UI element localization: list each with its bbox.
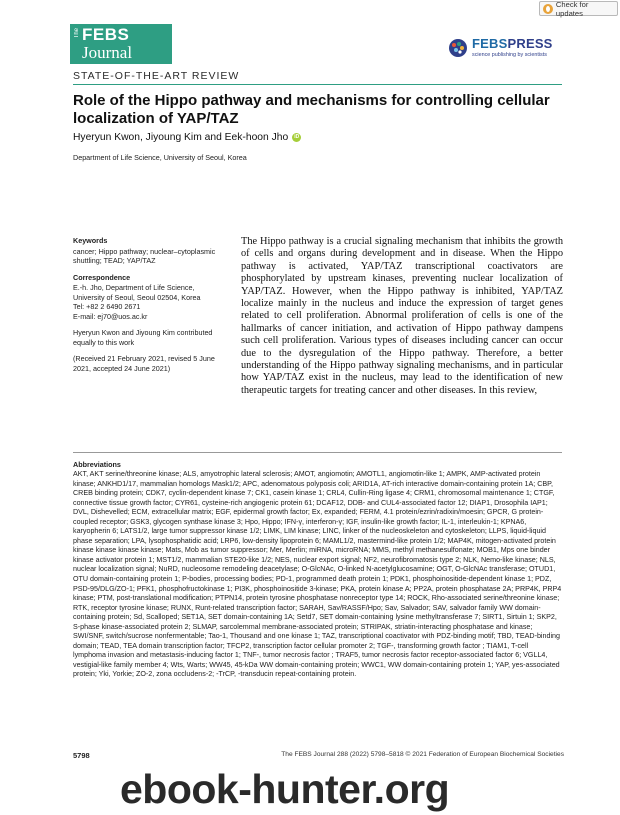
footer-citation: The FEBS Journal 288 (2022) 5798–5818 © 2021 Federation of European Biochemical Societies [281,751,564,758]
header-divider [73,84,562,85]
affiliation: Department of Life Science, University of Seoul, Korea [73,153,247,162]
abbreviations-text: AKT, AKT serine/threonine kinase; ALS, amyotrophic lateral sclerosis; AMOT, angiomotin; AMOTL1, angiomotin-like 1; AMPK, AMP-activated protein kinase; ANKHD1/17, mammalian homologs Mask1/2; APC, adenomatous polyposis coli; ARID1A, AT-rich interactive domain-containing protein 1A; CBP, CREB binding protein; CDK7, cyclin-dependent kinase 7; CK1, casein kinase 1; CRL4, Cullin-Ring ligase 4; CRM1, chromosomal maintenance 1; CTGF, connective tissue growth factor; CYR61, cysteine-rich angiogenic protein 61; DCAF12, DDB- and CUL4-associated factor 12; DIAP1, Drosophila IAP1; DVL, Dishevelled; ECM, extracellular matrix; EGF, epidermal growth factor; Ex, expanded; FERM, 4.1 protein/ezrin/radixin/moesin; GPCR, G protein-coupled receptor; GSK3, glycogen synthase kinase 3; Hpo, Hippo; IFN-γ, interferon-γ; IGF, insulin-like growth factor; IL-1, interleukin-1; KPNA6, karyopherin 6; LATS1/2, large tumor suppressor kinase 1/2; LIMK, LIM kinase; LINC, linker of the nucleoskeleton and cytoskeleton; LLPS, liquid-liquid phase separation; LPA, lysophosphatidic acid; LRP6, low-density lipoprotein 6; MAML1/2, mastermind-like protein 1/2; MAP4K, mitogen-activated protein kinase kinase kinase kinase; Mats, Mob as tumor suppressor; Mer, Merlin; miRNA, microRNA; MMS, methyl methanesulfonate; MOB1, Mps one binder kinase activator protein 1; MST1/2, mammalian STE20-like 1/2; NES, nuclear export signal; NF2, neurofibromatosis type 2; NLK, Nemo-like kinase; NLS, nuclear localization signal; NuRD, nucleosome remodeling deacetylase; O-GlcNAc, O-linked N-acetylglucosamine; OGT, O-GlcNAc transferase; OTUD1, OTU domain-containing protein 1; P-bodies, processing bodies; PD-1, programmed death protein 1; PDK1, phosphoinositide-dependent kinase 1; PDZ, PSD-95/DLG/ZO-1; PFK1, phosphofructokinase 1; PI3K, phosphoinositide 3-kinase; PKA, protein kinase A; PP2A, protein phosphatase 2A; PRP4K, PRP4 kinase; PTM, post-translational modification; PTPN14, protein tyrosine phosphatase nonreceptor type 14; ROCK, Rho-associated serine/threonine kinase; RTK, receptor tyrosine kinase; RUNX, Runt-related transcription factor; SARAH, Sav/RASSF/Hpo; Sav, Salvador; SAV, salvador family WW domain-containing protein; Sd, Scalloped; SET1A, SET domain-containing 1A; Setd7, SET domain-containing lysine methyltransferase 7; SIRT1, Sirtuin 1; SKP2, S-phase kinase-associated protein 2; SLMAP, sarcolemmal membrane-associated protein; STRIPAK, striatin-interacting phosphatase and kinase; SWI/SNF, switch/sucrose nonfermentable; Tao-1, Thousand and one kinase 1; TAZ, transcriptional coactivator with PDZ-binding motif; TBD, TEAD-binding domain; TEAD, TEA domain transcription factor; TFCP2, transcription factor cellular promoter 2; TGF-, transforming growth factor ; TIAM1, T-cell lymphoma invasion and metastasis-inducing factor 1; TNF-, tumor necrosis factor ; TRAF5, tumor necrosis factor receptor-associated factor 6; VGLL4, vestigial-like family member 4; Wts, Warts; WW45, 45-kDa WW domain-containing protein; WWC1, WW domain-containing protein 1; YAP, yes-associated protein; Yki, Yorkie; ZO-2, zona occludens-2; -TrCP, -transducin repeat-containing protein. [73,470,562,679]
correspondence-tel: Tel: +82 2 6490 2671 [73,302,141,311]
abbreviations-heading: Abbreviations [73,460,121,469]
abbreviations-divider [73,452,562,453]
correspondence-email[interactable]: E-mail: ej70@uos.ac.kr [73,311,148,321]
received-dates: (Received 21 February 2021, revised 5 June 2021, accepted 24 June 2021) [73,354,215,373]
press-tagline: science publishing by scientists [472,52,547,58]
keywords-heading: Keywords [73,236,108,245]
check-for-updates-button[interactable] [539,1,618,16]
page-number: 5798 [73,751,90,760]
orcid-icon[interactable]: iD [294,134,300,140]
article-title: Role of the Hippo pathway and mechanisms for controlling cellular localization of YAP/TAZ [73,92,550,127]
febs-press-emblem-icon [448,38,468,58]
article-info-sidebar [73,236,228,380]
keywords-block [73,236,228,266]
logo-febs: FEBS [82,25,130,44]
febs-journal-logo [70,24,172,64]
abstract-text: The Hippo pathway is a crucial signaling mechanism that inhibits the growth of cells and organs during development and in disease. When the Hippo pathway is activated, YAP/TAZ transcriptional coactivators are phosphorylated by upstream kinases, preventing nuclear localization of YAP/TAZ. However, when the Hippo pathway is inhibited, YAP/TAZ localize mainly in the nucleus and induce the expression of target genes related to cell proliferation. Abnormal proliferation of cells is one of the hallmarks of cancer initiation, and activation of Hippo pathway dampens such cell proliferation. Various types of diseases including cancer can occur due to the dysregulation of the Hippo pathway. Therefore, a better understanding of the Hippo pathway signaling mechanisms, and in particular how YAP/TAZ exist in the nucleus, may lead to the identification of new therapeutic targets for treating cancer and other diseases. In this review, [241,236,563,396]
correspondence-block [73,273,228,322]
febs-press-logo [448,36,560,64]
watermark-text: ebook-hunter.org [120,766,450,812]
correspondence-address: University of Seoul, Seoul 02504, Korea [73,292,201,302]
author-list [73,132,301,143]
keywords-text: cancer; Hippo pathway; nuclear–cytoplasmic shuttling; TEAD; YAP/TAZ [73,246,216,265]
logo-the: The [74,28,80,39]
authors-text: Hyeryun Kwon, Jiyoung Kim and Eek-hoon Jho [73,132,289,143]
update-badge-icon [543,4,553,14]
press-name: FEBSPRESS [472,36,553,51]
correspondence-heading: Correspondence [73,272,131,282]
logo-journal: Journal [82,43,133,62]
check-for-updates-label: Check for updates [555,0,589,18]
section-label: STATE-OF-THE-ART REVIEW [73,70,240,82]
equal-contribution-note: Hyeryun Kwon and Jiyoung Kim contributed equally to this work [73,328,213,347]
correspondence-name: E.-h. Jho, Department of Life Science, [73,283,195,292]
